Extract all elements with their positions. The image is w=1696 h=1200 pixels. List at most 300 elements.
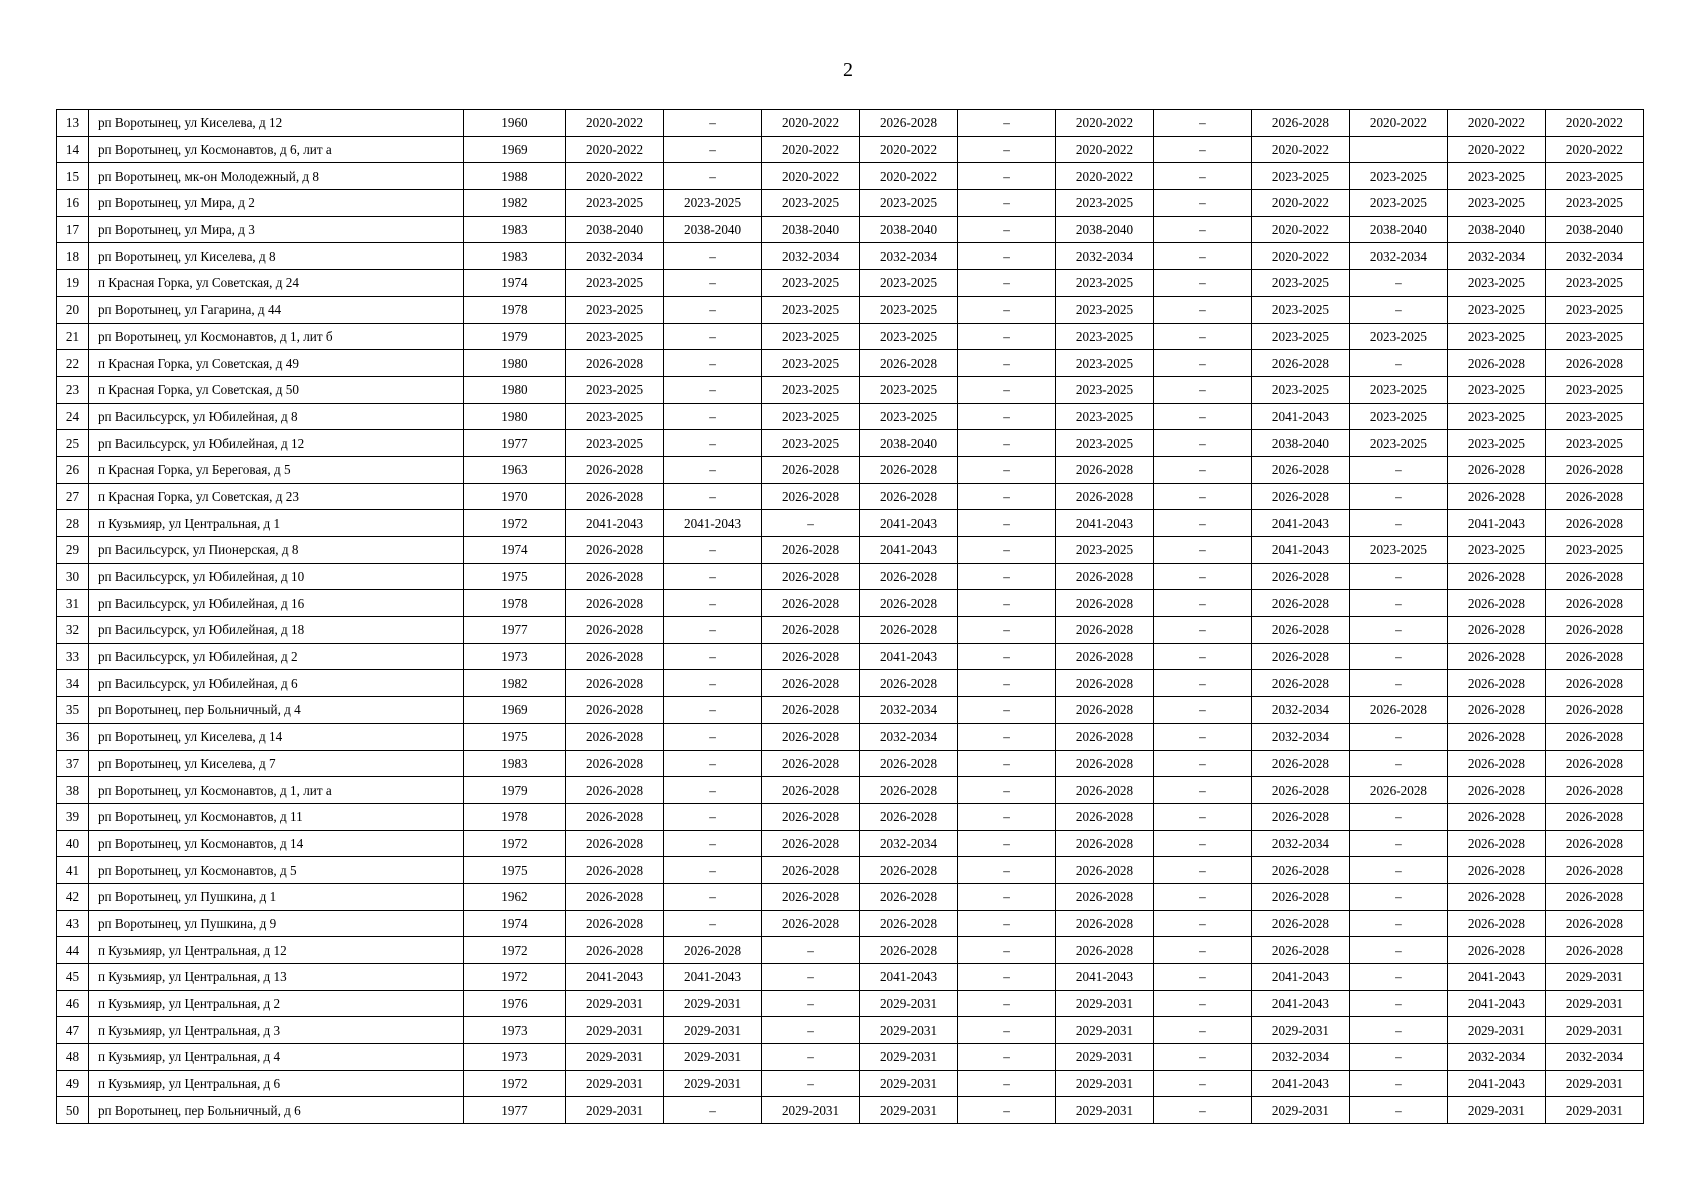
cell-period-col-7: – — [1153, 456, 1251, 483]
cell-row-number: 15 — [57, 163, 89, 190]
cell-period-col-11: 2026-2028 — [1545, 857, 1643, 884]
cell-period-col-2: – — [664, 883, 762, 910]
repair-schedule-table — [56, 109, 1644, 1124]
cell-period-col-9: – — [1349, 563, 1447, 590]
cell-period-col-11: 2026-2028 — [1545, 697, 1643, 724]
cell-build-year: 1973 — [463, 1017, 565, 1044]
cell-build-year: 1969 — [463, 697, 565, 724]
table-row — [57, 376, 1644, 403]
cell-period-col-7: – — [1153, 590, 1251, 617]
table-row — [57, 190, 1644, 217]
cell-period-col-10: 2023-2025 — [1447, 403, 1545, 430]
cell-period-col-7: – — [1153, 723, 1251, 750]
cell-period-col-7: – — [1153, 1044, 1251, 1071]
cell-period-col-9: – — [1349, 296, 1447, 323]
cell-period-col-2: – — [664, 617, 762, 644]
cell-build-year: 1972 — [463, 964, 565, 991]
cell-period-col-1: 2023-2025 — [566, 376, 664, 403]
cell-period-col-5: – — [958, 857, 1056, 884]
cell-period-col-1: 2023-2025 — [566, 296, 664, 323]
cell-period-col-4: 2026-2028 — [860, 883, 958, 910]
cell-period-col-8: 2026-2028 — [1251, 456, 1349, 483]
cell-address: п Красная Горка, ул Советская, д 49 — [88, 350, 463, 377]
cell-period-col-3: – — [762, 1044, 860, 1071]
cell-build-year: 1974 — [463, 910, 565, 937]
cell-period-col-8: 2026-2028 — [1251, 590, 1349, 617]
cell-build-year: 1969 — [463, 136, 565, 163]
cell-period-col-7: – — [1153, 403, 1251, 430]
cell-period-col-6: 2020-2022 — [1056, 163, 1154, 190]
cell-period-col-1: 2026-2028 — [566, 857, 664, 884]
cell-period-col-2: – — [664, 296, 762, 323]
cell-period-col-4: 2029-2031 — [860, 1044, 958, 1071]
cell-period-col-11: 2023-2025 — [1545, 403, 1643, 430]
cell-period-col-6: 2023-2025 — [1056, 296, 1154, 323]
cell-period-col-4: 2026-2028 — [860, 750, 958, 777]
cell-build-year: 1975 — [463, 723, 565, 750]
cell-period-col-1: 2026-2028 — [566, 537, 664, 564]
cell-period-col-9: 2023-2025 — [1349, 430, 1447, 457]
cell-period-col-8: 2023-2025 — [1251, 163, 1349, 190]
cell-period-col-9: 2026-2028 — [1349, 777, 1447, 804]
table-row — [57, 110, 1644, 137]
cell-period-col-11: 2026-2028 — [1545, 750, 1643, 777]
cell-period-col-6: 2026-2028 — [1056, 483, 1154, 510]
cell-period-col-5: – — [958, 937, 1056, 964]
cell-period-col-5: – — [958, 243, 1056, 270]
table-row — [57, 403, 1644, 430]
cell-period-col-3: 2023-2025 — [762, 376, 860, 403]
cell-period-col-7: – — [1153, 857, 1251, 884]
cell-period-col-11: 2029-2031 — [1545, 1097, 1643, 1124]
cell-period-col-11: 2029-2031 — [1545, 1070, 1643, 1097]
cell-period-col-11: 2032-2034 — [1545, 243, 1643, 270]
cell-period-col-11: 2023-2025 — [1545, 537, 1643, 564]
cell-period-col-8: 2026-2028 — [1251, 350, 1349, 377]
cell-period-col-1: 2023-2025 — [566, 430, 664, 457]
cell-period-col-1: 2023-2025 — [566, 403, 664, 430]
cell-period-col-10: 2041-2043 — [1447, 990, 1545, 1017]
cell-row-number: 26 — [57, 456, 89, 483]
cell-period-col-6: 2026-2028 — [1056, 456, 1154, 483]
cell-period-col-9: – — [1349, 270, 1447, 297]
cell-period-col-8: 2026-2028 — [1251, 910, 1349, 937]
cell-period-col-5: – — [958, 643, 1056, 670]
cell-period-col-5: – — [958, 617, 1056, 644]
cell-period-col-3: – — [762, 990, 860, 1017]
cell-period-col-4: 2026-2028 — [860, 350, 958, 377]
cell-period-col-9 — [1349, 136, 1447, 163]
cell-period-col-11: 2029-2031 — [1545, 1017, 1643, 1044]
cell-period-col-10: 2023-2025 — [1447, 190, 1545, 217]
cell-build-year: 1988 — [463, 163, 565, 190]
cell-row-number: 50 — [57, 1097, 89, 1124]
cell-period-col-2: 2029-2031 — [664, 990, 762, 1017]
cell-period-col-3: 2023-2025 — [762, 350, 860, 377]
cell-period-col-3: 2026-2028 — [762, 590, 860, 617]
cell-period-col-3: – — [762, 510, 860, 537]
cell-period-col-7: – — [1153, 190, 1251, 217]
cell-period-col-1: 2038-2040 — [566, 216, 664, 243]
cell-period-col-10: 2026-2028 — [1447, 590, 1545, 617]
cell-period-col-7: – — [1153, 964, 1251, 991]
table-row — [57, 883, 1644, 910]
cell-period-col-5: – — [958, 590, 1056, 617]
cell-period-col-5: – — [958, 350, 1056, 377]
cell-period-col-2: – — [664, 323, 762, 350]
cell-period-col-9: – — [1349, 456, 1447, 483]
cell-row-number: 48 — [57, 1044, 89, 1071]
cell-row-number: 32 — [57, 617, 89, 644]
cell-period-col-7: – — [1153, 1070, 1251, 1097]
cell-period-col-4: 2023-2025 — [860, 296, 958, 323]
cell-period-col-11: 2026-2028 — [1545, 617, 1643, 644]
cell-period-col-1: 2023-2025 — [566, 270, 664, 297]
cell-period-col-8: 2023-2025 — [1251, 323, 1349, 350]
cell-period-col-6: 2026-2028 — [1056, 777, 1154, 804]
cell-period-col-1: 2029-2031 — [566, 1017, 664, 1044]
cell-period-col-1: 2026-2028 — [566, 670, 664, 697]
cell-period-col-9: 2038-2040 — [1349, 216, 1447, 243]
cell-period-col-2: – — [664, 243, 762, 270]
cell-address: п Кузьмияр, ул Центральная, д 3 — [88, 1017, 463, 1044]
cell-address: рп Воротынец, ул Космонавтов, д 5 — [88, 857, 463, 884]
cell-period-col-3: 2020-2022 — [762, 163, 860, 190]
cell-period-col-10: 2026-2028 — [1447, 456, 1545, 483]
cell-row-number: 39 — [57, 803, 89, 830]
cell-period-col-7: – — [1153, 697, 1251, 724]
cell-build-year: 1977 — [463, 430, 565, 457]
cell-period-col-8: 2026-2028 — [1251, 563, 1349, 590]
cell-period-col-1: 2041-2043 — [566, 510, 664, 537]
table-row — [57, 590, 1644, 617]
cell-period-col-2: 2026-2028 — [664, 937, 762, 964]
cell-period-col-11: 2023-2025 — [1545, 190, 1643, 217]
cell-row-number: 41 — [57, 857, 89, 884]
cell-row-number: 25 — [57, 430, 89, 457]
cell-period-col-3: 2023-2025 — [762, 190, 860, 217]
table-row — [57, 216, 1644, 243]
cell-period-col-3: 2038-2040 — [762, 216, 860, 243]
cell-period-col-9: – — [1349, 350, 1447, 377]
cell-period-col-2: – — [664, 803, 762, 830]
cell-period-col-2: – — [664, 750, 762, 777]
cell-address: рп Васильсурск, ул Юбилейная, д 12 — [88, 430, 463, 457]
cell-period-col-11: 2026-2028 — [1545, 643, 1643, 670]
cell-address: рп Васильсурск, ул Юбилейная, д 16 — [88, 590, 463, 617]
cell-period-col-6: 2026-2028 — [1056, 830, 1154, 857]
cell-period-col-2: – — [664, 456, 762, 483]
cell-period-col-2: – — [664, 590, 762, 617]
cell-period-col-1: 2026-2028 — [566, 590, 664, 617]
table-row — [57, 1097, 1644, 1124]
cell-period-col-10: 2041-2043 — [1447, 964, 1545, 991]
cell-period-col-2: 2023-2025 — [664, 190, 762, 217]
cell-address: рп Васильсурск, ул Юбилейная, д 6 — [88, 670, 463, 697]
cell-row-number: 49 — [57, 1070, 89, 1097]
cell-period-col-2: 2029-2031 — [664, 1070, 762, 1097]
cell-period-col-10: 2023-2025 — [1447, 537, 1545, 564]
cell-period-col-5: – — [958, 670, 1056, 697]
table-row — [57, 430, 1644, 457]
cell-period-col-6: 2026-2028 — [1056, 643, 1154, 670]
cell-row-number: 37 — [57, 750, 89, 777]
cell-period-col-2: – — [664, 350, 762, 377]
cell-period-col-10: 2026-2028 — [1447, 830, 1545, 857]
cell-period-col-5: – — [958, 430, 1056, 457]
table-row — [57, 483, 1644, 510]
cell-period-col-8: 2026-2028 — [1251, 857, 1349, 884]
cell-period-col-9: – — [1349, 990, 1447, 1017]
cell-build-year: 1972 — [463, 510, 565, 537]
cell-build-year: 1974 — [463, 537, 565, 564]
cell-period-col-10: 2020-2022 — [1447, 110, 1545, 137]
cell-period-col-11: 2023-2025 — [1545, 376, 1643, 403]
cell-period-col-7: – — [1153, 243, 1251, 270]
cell-period-col-8: 2026-2028 — [1251, 937, 1349, 964]
cell-period-col-2: – — [664, 777, 762, 804]
cell-period-col-5: – — [958, 110, 1056, 137]
cell-period-col-4: 2023-2025 — [860, 376, 958, 403]
cell-row-number: 43 — [57, 910, 89, 937]
cell-period-col-11: 2026-2028 — [1545, 830, 1643, 857]
cell-period-col-3: 2026-2028 — [762, 803, 860, 830]
cell-period-col-1: 2026-2028 — [566, 910, 664, 937]
cell-period-col-4: 2041-2043 — [860, 537, 958, 564]
cell-period-col-5: – — [958, 376, 1056, 403]
cell-period-col-7: – — [1153, 643, 1251, 670]
table-row — [57, 697, 1644, 724]
table-row — [57, 537, 1644, 564]
cell-period-col-7: – — [1153, 323, 1251, 350]
cell-period-col-8: 2032-2034 — [1251, 830, 1349, 857]
cell-period-col-11: 2023-2025 — [1545, 430, 1643, 457]
cell-period-col-3: 2026-2028 — [762, 857, 860, 884]
cell-period-col-7: – — [1153, 563, 1251, 590]
cell-period-col-6: 2026-2028 — [1056, 803, 1154, 830]
cell-period-col-4: 2026-2028 — [860, 777, 958, 804]
cell-period-col-9: – — [1349, 483, 1447, 510]
cell-period-col-8: 2026-2028 — [1251, 777, 1349, 804]
cell-period-col-10: 2026-2028 — [1447, 350, 1545, 377]
cell-build-year: 1978 — [463, 590, 565, 617]
cell-build-year: 1960 — [463, 110, 565, 137]
cell-row-number: 33 — [57, 643, 89, 670]
cell-period-col-9: – — [1349, 1097, 1447, 1124]
cell-period-col-5: – — [958, 136, 1056, 163]
cell-period-col-6: 2026-2028 — [1056, 617, 1154, 644]
cell-period-col-11: 2026-2028 — [1545, 670, 1643, 697]
cell-period-col-2: – — [664, 376, 762, 403]
cell-period-col-4: 2038-2040 — [860, 430, 958, 457]
cell-period-col-10: 2026-2028 — [1447, 670, 1545, 697]
cell-period-col-9: – — [1349, 883, 1447, 910]
cell-build-year: 1972 — [463, 1070, 565, 1097]
cell-period-col-6: 2026-2028 — [1056, 750, 1154, 777]
cell-period-col-8: 2032-2034 — [1251, 1044, 1349, 1071]
cell-period-col-6: 2026-2028 — [1056, 857, 1154, 884]
cell-period-col-8: 2029-2031 — [1251, 1097, 1349, 1124]
cell-row-number: 42 — [57, 883, 89, 910]
cell-period-col-10: 2041-2043 — [1447, 1070, 1545, 1097]
cell-period-col-8: 2041-2043 — [1251, 1070, 1349, 1097]
cell-period-col-6: 2026-2028 — [1056, 883, 1154, 910]
cell-period-col-5: – — [958, 483, 1056, 510]
cell-period-col-8: 2026-2028 — [1251, 617, 1349, 644]
cell-period-col-11: 2026-2028 — [1545, 590, 1643, 617]
cell-row-number: 13 — [57, 110, 89, 137]
table-row — [57, 1044, 1644, 1071]
cell-period-col-9: 2023-2025 — [1349, 163, 1447, 190]
cell-period-col-4: 2026-2028 — [860, 937, 958, 964]
cell-period-col-3: – — [762, 1070, 860, 1097]
cell-period-col-7: – — [1153, 777, 1251, 804]
cell-period-col-9: – — [1349, 830, 1447, 857]
cell-period-col-1: 2026-2028 — [566, 563, 664, 590]
cell-address: рп Васильсурск, ул Юбилейная, д 8 — [88, 403, 463, 430]
cell-period-col-3: 2023-2025 — [762, 270, 860, 297]
cell-row-number: 29 — [57, 537, 89, 564]
cell-period-col-8: 2026-2028 — [1251, 643, 1349, 670]
cell-period-col-4: 2026-2028 — [860, 456, 958, 483]
cell-period-col-9: 2023-2025 — [1349, 190, 1447, 217]
cell-period-col-10: 2026-2028 — [1447, 750, 1545, 777]
cell-build-year: 1978 — [463, 803, 565, 830]
cell-period-col-2: – — [664, 643, 762, 670]
cell-row-number: 46 — [57, 990, 89, 1017]
cell-build-year: 1972 — [463, 937, 565, 964]
table-row — [57, 723, 1644, 750]
cell-period-col-7: – — [1153, 750, 1251, 777]
cell-period-col-2: – — [664, 830, 762, 857]
cell-period-col-7: – — [1153, 110, 1251, 137]
cell-period-col-9: – — [1349, 643, 1447, 670]
cell-period-col-5: – — [958, 323, 1056, 350]
cell-address: рп Воротынец, ул Мира, д 3 — [88, 216, 463, 243]
cell-period-col-4: 2023-2025 — [860, 403, 958, 430]
cell-address: рп Воротынец, ул Космонавтов, д 11 — [88, 803, 463, 830]
cell-row-number: 16 — [57, 190, 89, 217]
cell-period-col-10: 2026-2028 — [1447, 697, 1545, 724]
cell-period-col-7: – — [1153, 617, 1251, 644]
cell-period-col-1: 2026-2028 — [566, 830, 664, 857]
cell-period-col-3: 2026-2028 — [762, 670, 860, 697]
cell-period-col-5: – — [958, 1097, 1056, 1124]
cell-period-col-9: – — [1349, 510, 1447, 537]
cell-period-col-11: 2023-2025 — [1545, 323, 1643, 350]
cell-period-col-2: – — [664, 857, 762, 884]
cell-period-col-2: – — [664, 430, 762, 457]
cell-period-col-1: 2026-2028 — [566, 883, 664, 910]
cell-period-col-4: 2023-2025 — [860, 323, 958, 350]
cell-period-col-3: 2026-2028 — [762, 777, 860, 804]
cell-period-col-7: – — [1153, 296, 1251, 323]
cell-period-col-3: 2023-2025 — [762, 296, 860, 323]
page-number: 2 — [843, 59, 853, 81]
cell-period-col-3: 2032-2034 — [762, 243, 860, 270]
cell-address: п Кузьмияр, ул Центральная, д 6 — [88, 1070, 463, 1097]
cell-period-col-1: 2029-2031 — [566, 1044, 664, 1071]
cell-period-col-4: 2026-2028 — [860, 483, 958, 510]
cell-row-number: 23 — [57, 376, 89, 403]
cell-period-col-1: 2026-2028 — [566, 350, 664, 377]
cell-period-col-7: – — [1153, 990, 1251, 1017]
cell-row-number: 34 — [57, 670, 89, 697]
cell-period-col-2: 2041-2043 — [664, 964, 762, 991]
cell-period-col-2: – — [664, 910, 762, 937]
cell-row-number: 22 — [57, 350, 89, 377]
cell-period-col-6: 2038-2040 — [1056, 216, 1154, 243]
cell-period-col-6: 2026-2028 — [1056, 910, 1154, 937]
cell-address: п Кузьмияр, ул Центральная, д 1 — [88, 510, 463, 537]
cell-period-col-6: 2029-2031 — [1056, 1070, 1154, 1097]
cell-period-col-4: 2041-2043 — [860, 643, 958, 670]
cell-period-col-2: – — [664, 670, 762, 697]
cell-period-col-8: 2041-2043 — [1251, 990, 1349, 1017]
cell-period-col-7: – — [1153, 937, 1251, 964]
cell-period-col-7: – — [1153, 1017, 1251, 1044]
cell-period-col-7: – — [1153, 376, 1251, 403]
cell-period-col-10: 2026-2028 — [1447, 563, 1545, 590]
cell-period-col-6: 2020-2022 — [1056, 136, 1154, 163]
table-row — [57, 937, 1644, 964]
cell-period-col-5: – — [958, 163, 1056, 190]
cell-period-col-2: 2029-2031 — [664, 1044, 762, 1071]
cell-period-col-4: 2029-2031 — [860, 1097, 958, 1124]
cell-period-col-9: – — [1349, 617, 1447, 644]
cell-address: п Кузьмияр, ул Центральная, д 13 — [88, 964, 463, 991]
cell-period-col-11: 2026-2028 — [1545, 883, 1643, 910]
cell-period-col-4: 2026-2028 — [860, 670, 958, 697]
table-row — [57, 323, 1644, 350]
cell-period-col-11: 2020-2022 — [1545, 110, 1643, 137]
cell-period-col-1: 2029-2031 — [566, 1097, 664, 1124]
cell-period-col-8: 2041-2043 — [1251, 537, 1349, 564]
cell-period-col-4: 2020-2022 — [860, 163, 958, 190]
cell-period-col-11: 2026-2028 — [1545, 483, 1643, 510]
cell-period-col-3: – — [762, 1017, 860, 1044]
cell-build-year: 1982 — [463, 190, 565, 217]
cell-period-col-7: – — [1153, 803, 1251, 830]
cell-period-col-10: 2026-2028 — [1447, 857, 1545, 884]
cell-period-col-1: 2032-2034 — [566, 243, 664, 270]
cell-address: рп Воротынец, мк-он Молодежный, д 8 — [88, 163, 463, 190]
cell-period-col-10: 2020-2022 — [1447, 136, 1545, 163]
cell-period-col-6: 2026-2028 — [1056, 590, 1154, 617]
cell-period-col-5: – — [958, 270, 1056, 297]
cell-period-col-4: 2026-2028 — [860, 563, 958, 590]
cell-period-col-8: 2023-2025 — [1251, 270, 1349, 297]
cell-period-col-10: 2041-2043 — [1447, 510, 1545, 537]
cell-period-col-9: – — [1349, 1070, 1447, 1097]
table-row — [57, 670, 1644, 697]
cell-address: п Красная Горка, ул Советская, д 24 — [88, 270, 463, 297]
cell-period-col-1: 2026-2028 — [566, 483, 664, 510]
cell-period-col-3: 2026-2028 — [762, 563, 860, 590]
cell-address: рп Воротынец, ул Киселева, д 7 — [88, 750, 463, 777]
cell-period-col-2: – — [664, 136, 762, 163]
cell-period-col-4: 2023-2025 — [860, 190, 958, 217]
cell-period-col-6: 2023-2025 — [1056, 323, 1154, 350]
cell-period-col-10: 2023-2025 — [1447, 430, 1545, 457]
cell-period-col-4: 2026-2028 — [860, 803, 958, 830]
cell-build-year: 1962 — [463, 883, 565, 910]
cell-period-col-8: 2032-2034 — [1251, 697, 1349, 724]
cell-period-col-3: 2026-2028 — [762, 456, 860, 483]
cell-address: рп Воротынец, ул Космонавтов, д 1, лит а — [88, 777, 463, 804]
cell-period-col-2: – — [664, 563, 762, 590]
cell-period-col-11: 2038-2040 — [1545, 216, 1643, 243]
